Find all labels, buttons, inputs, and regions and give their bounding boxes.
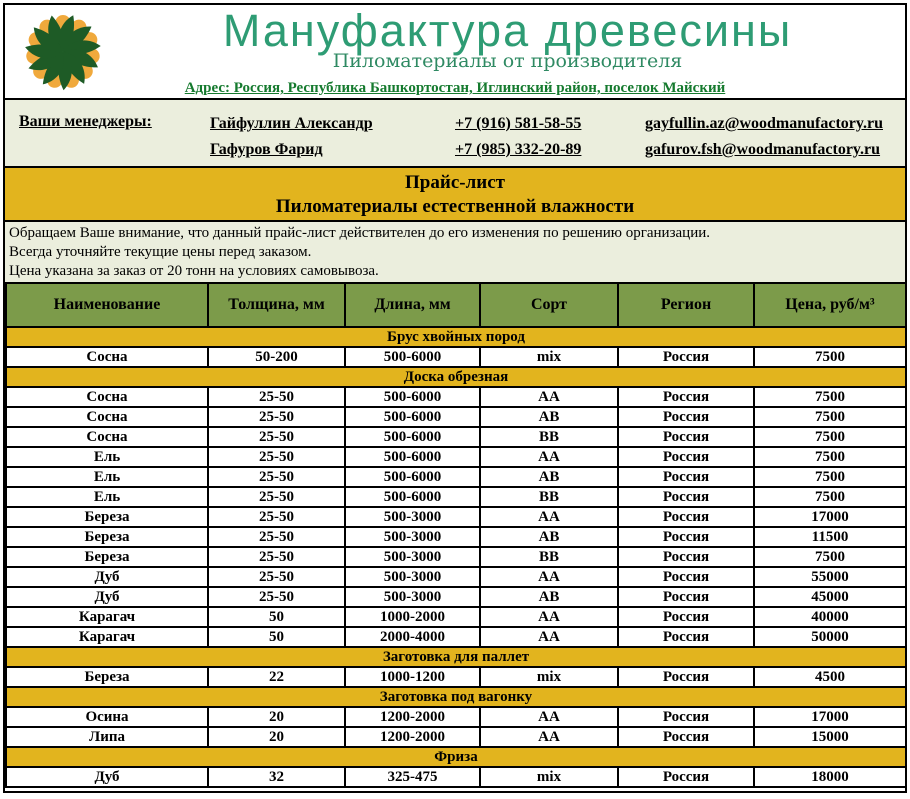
name-cell: Дуб (6, 767, 208, 787)
region-cell: Россия (618, 507, 754, 527)
region-cell: Россия (618, 667, 754, 687)
section-title: Брус хвойных пород (6, 327, 906, 347)
price-list-title-band (5, 168, 905, 222)
price-row (6, 727, 906, 747)
price-cell: 4500 (754, 667, 906, 687)
managers-section (5, 100, 905, 168)
thickness-cell: 25-50 (208, 427, 345, 447)
manager-phone: +7 (916) 581-58-55 (455, 115, 582, 132)
price-cell: 7500 (754, 387, 906, 407)
name-cell: Карагач (6, 607, 208, 627)
length-cell: 500-6000 (345, 387, 480, 407)
price-cell: 45000 (754, 587, 906, 607)
column-header-price: Цена, руб/м³ (754, 283, 906, 327)
name-cell: Береза (6, 547, 208, 567)
thickness-cell: 25-50 (208, 407, 345, 427)
region-cell: Россия (618, 447, 754, 467)
section-title: Заготовка под вагонку (6, 687, 906, 707)
price-cell: 7500 (754, 407, 906, 427)
name-cell: Сосна (6, 347, 208, 367)
section-row (6, 327, 906, 347)
region-cell: Россия (618, 567, 754, 587)
length-cell: 500-3000 (345, 507, 480, 527)
manager-email: gayfullin.az@woodmanufactory.ru (645, 115, 883, 132)
grade-cell: AA (480, 707, 618, 727)
name-cell: Береза (6, 507, 208, 527)
thickness-cell: 25-50 (208, 467, 345, 487)
length-cell: 500-3000 (345, 587, 480, 607)
notice-line: Обращаем Ваше внимание, что данный прайс-лист действителен до его изменения по решению организации. (9, 225, 710, 241)
length-cell: 1000-1200 (345, 667, 480, 687)
region-cell: Россия (618, 527, 754, 547)
price-cell: 11500 (754, 527, 906, 547)
manager-row (210, 137, 905, 163)
price-table (5, 282, 907, 788)
region-cell: Россия (618, 727, 754, 747)
grade-cell: AA (480, 567, 618, 587)
price-cell: 7500 (754, 347, 906, 367)
price-row (6, 767, 906, 787)
length-cell: 500-3000 (345, 567, 480, 587)
grade-cell: AA (480, 607, 618, 627)
name-cell: Ель (6, 467, 208, 487)
length-cell: 2000-4000 (345, 627, 480, 647)
name-cell: Сосна (6, 427, 208, 447)
length-cell: 500-6000 (345, 487, 480, 507)
price-row (6, 447, 906, 467)
column-header-length: Длина, мм (345, 283, 480, 327)
region-cell: Россия (618, 347, 754, 367)
price-list-document (3, 3, 907, 793)
price-cell: 7500 (754, 487, 906, 507)
grade-cell: AA (480, 507, 618, 527)
price-row (6, 527, 906, 547)
name-cell: Сосна (6, 387, 208, 407)
price-row (6, 407, 906, 427)
length-cell: 500-6000 (345, 467, 480, 487)
grade-cell: AB (480, 467, 618, 487)
price-list-title: Прайс-лист (405, 172, 505, 193)
region-cell: Россия (618, 407, 754, 427)
name-cell: Осина (6, 707, 208, 727)
price-row (6, 587, 906, 607)
thickness-cell: 50-200 (208, 347, 345, 367)
managers-list (210, 111, 905, 163)
price-cell: 7500 (754, 427, 906, 447)
price-row (6, 567, 906, 587)
section-row (6, 367, 906, 387)
grade-cell: AA (480, 727, 618, 747)
name-cell: Дуб (6, 567, 208, 587)
section-title: Заготовка для паллет (6, 647, 906, 667)
price-row (6, 707, 906, 727)
section-title: Доска обрезная (6, 367, 906, 387)
region-cell: Россия (618, 767, 754, 787)
company-name: Мануфактура древесины (222, 5, 793, 56)
grade-cell: AA (480, 387, 618, 407)
grade-cell: BB (480, 427, 618, 447)
company-address: Адрес: Россия, Республика Башкортостан, Иглинский район, поселок Майский (184, 80, 726, 96)
length-cell: 500-3000 (345, 547, 480, 567)
region-cell: Россия (618, 547, 754, 567)
name-cell: Ель (6, 447, 208, 467)
name-cell: Береза (6, 527, 208, 547)
notice-line: Всегда уточняйте текущие цены перед заказом. (9, 244, 312, 260)
price-row (6, 347, 906, 367)
name-cell: Ель (6, 487, 208, 507)
name-cell: Карагач (6, 627, 208, 647)
price-row (6, 487, 906, 507)
grade-cell: AB (480, 407, 618, 427)
region-cell: Россия (618, 707, 754, 727)
price-cell: 18000 (754, 767, 906, 787)
price-cell: 7500 (754, 447, 906, 467)
price-cell: 55000 (754, 567, 906, 587)
price-cell: 17000 (754, 707, 906, 727)
thickness-cell: 32 (208, 767, 345, 787)
grade-cell: AB (480, 587, 618, 607)
managers-label: Ваши менеджеры: (19, 113, 152, 130)
thickness-cell: 22 (208, 667, 345, 687)
length-cell: 500-6000 (345, 447, 480, 467)
grade-cell: mix (480, 767, 618, 787)
price-cell: 40000 (754, 607, 906, 627)
region-cell: Россия (618, 427, 754, 447)
notice-section (5, 222, 905, 282)
thickness-cell: 25-50 (208, 487, 345, 507)
thickness-cell: 50 (208, 627, 345, 647)
section-row (6, 747, 906, 767)
manager-email: gafurov.fsh@woodmanufactory.ru (645, 141, 881, 158)
thickness-cell: 20 (208, 707, 345, 727)
grade-cell: mix (480, 667, 618, 687)
price-cell: 50000 (754, 627, 906, 647)
thickness-cell: 25-50 (208, 387, 345, 407)
length-cell: 1000-2000 (345, 607, 480, 627)
manager-name: Гафуров Фарид (210, 141, 323, 158)
region-cell: Россия (618, 627, 754, 647)
price-list-subtitle: Пиломатериалы естественной влажности (275, 196, 635, 217)
column-header-name: Наименование (6, 283, 208, 327)
notice-line: Цена указана за заказ от 20 тонн на условиях самовывоза. (9, 263, 379, 279)
length-cell: 500-6000 (345, 407, 480, 427)
name-cell: Липа (6, 727, 208, 747)
thickness-cell: 25-50 (208, 447, 345, 467)
price-cell: 17000 (754, 507, 906, 527)
price-row (6, 467, 906, 487)
price-row (6, 387, 906, 407)
column-header-grade: Сорт (480, 283, 618, 327)
table-header-row (6, 283, 906, 327)
length-cell: 500-6000 (345, 347, 480, 367)
manager-name: Гайфуллин Александр (210, 115, 373, 132)
length-cell: 500-6000 (345, 427, 480, 447)
region-cell: Россия (618, 587, 754, 607)
thickness-cell: 25-50 (208, 567, 345, 587)
manager-row (210, 111, 905, 137)
grade-cell: AB (480, 527, 618, 547)
grade-cell: mix (480, 347, 618, 367)
price-row (6, 547, 906, 567)
column-header-region: Регион (618, 283, 754, 327)
grade-cell: AA (480, 447, 618, 467)
length-cell: 1200-2000 (345, 707, 480, 727)
thickness-cell: 25-50 (208, 547, 345, 567)
region-cell: Россия (618, 487, 754, 507)
length-cell: 1200-2000 (345, 727, 480, 747)
company-tagline: Пиломатериалы от производителя (332, 50, 683, 72)
thickness-cell: 50 (208, 607, 345, 627)
thickness-cell: 25-50 (208, 507, 345, 527)
price-cell: 7500 (754, 467, 906, 487)
price-row (6, 427, 906, 447)
region-cell: Россия (618, 607, 754, 627)
price-row (6, 507, 906, 527)
region-cell: Россия (618, 467, 754, 487)
price-row (6, 607, 906, 627)
name-cell: Сосна (6, 407, 208, 427)
grade-cell: AA (480, 627, 618, 647)
length-cell: 500-3000 (345, 527, 480, 547)
region-cell: Россия (618, 387, 754, 407)
thickness-cell: 20 (208, 727, 345, 747)
price-cell: 7500 (754, 547, 906, 567)
grade-cell: BB (480, 487, 618, 507)
price-row (6, 627, 906, 647)
brand-header (5, 5, 905, 100)
section-row (6, 687, 906, 707)
thickness-cell: 25-50 (208, 587, 345, 607)
section-title: Фриза (6, 747, 906, 767)
length-cell: 325-475 (345, 767, 480, 787)
name-cell: Береза (6, 667, 208, 687)
price-cell: 15000 (754, 727, 906, 747)
thickness-cell: 25-50 (208, 527, 345, 547)
column-header-thickness: Толщина, мм (208, 283, 345, 327)
brand-text-block (110, 5, 905, 71)
name-cell: Дуб (6, 587, 208, 607)
grade-cell: BB (480, 547, 618, 567)
manager-phone: +7 (985) 332-20-89 (455, 141, 582, 158)
section-row (6, 647, 906, 667)
price-row (6, 667, 906, 687)
